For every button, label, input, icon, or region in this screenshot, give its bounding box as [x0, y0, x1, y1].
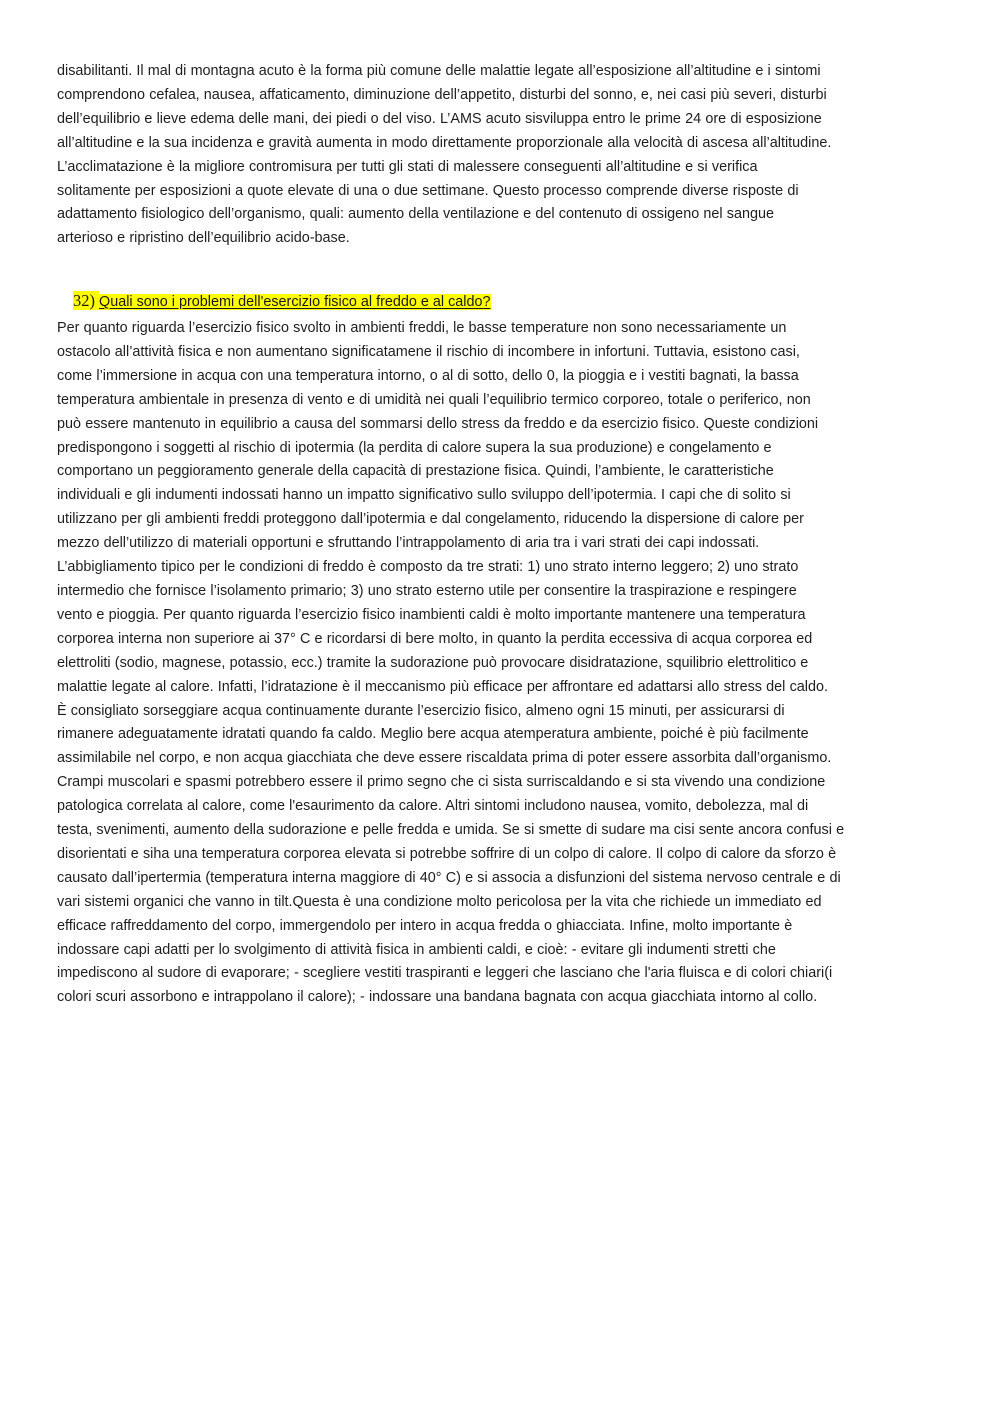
answer-line: predispongono i soggetti al rischio di ipotermia (la perdita di calore supera la sua produzione) e congelamento e	[57, 439, 772, 456]
answer-line: colori scuri assorbono e intrappolano il calore); - indossare una bandana bagnata con acqua giacchiata intorno al collo.	[57, 989, 818, 1006]
intro-line: arterioso e ripristino dell’equilibrio acido-base.	[57, 230, 350, 247]
answer-line: disorientati e siha una temperatura corporea elevata si potrebbe soffrire di un colpo di calore. Il colpo di calore da sforzo è	[57, 845, 837, 862]
question-title: Quali sono i problemi dell'esercizio fisico al freddo e al caldo?	[99, 294, 491, 310]
answer-line: vari sistemi organici che vanno in tilt.Questa è una condizione molto pericolosa per la vita che richiede un immediato ed	[57, 893, 822, 910]
answer-line: L’abbigliamento tipico per le condizioni di freddo è composto da tre strati: 1) uno strato interno leggero; 2) uno strato	[57, 559, 799, 576]
answer-line: rimanere adeguatamente idratati quando fa caldo. Meglio bere acqua atemperatura ambiente, poiché è più facilmente	[57, 726, 809, 743]
answer-line: malattie legate al calore. Infatti, l’idratazione è il meccanismo più efficace per affrontare ed adattarsi allo stress del caldo.	[57, 678, 828, 695]
answer-line: efficace raffreddamento del corpo, immergendolo per intero in acqua fredda o ghiacciata. Infine, molto importante è	[57, 917, 793, 934]
answer-line: impediscono al sudore di evaporare; - scegliere vestiti traspiranti e leggeri che lasciano che l'aria fluisca e di colori chiari(i	[57, 965, 833, 982]
answer-line: intermedio che fornisce l’isolamento primario; 3) uno strato esterno utile per consentire la traspirazione e respingere	[57, 582, 797, 599]
answer-line: causato dall’ipertermia (temperatura interna maggiore di 40° C) e si associa a disfunzioni del sistema nervoso centrale e di	[57, 869, 841, 886]
question-heading	[73, 289, 491, 313]
intro-line: comprendono cefalea, nausea, affaticamento, diminuzione dell’appetito, disturbi del sonno, e, nei casi più severi, disturbi	[57, 86, 827, 103]
answer-line: vento e pioggia. Per quanto riguarda l’esercizio fisico inambienti caldi è molto importante mantenere una temperatura	[57, 606, 806, 623]
intro-line: L’acclimatazione è la migliore contromisura per tutti gli stati di malessere conseguenti all’altitudine e si verifica	[57, 158, 758, 175]
intro-line: solitamente per esposizioni a quote elevate di una o due settimane. Questo processo comprende diverse risposte di	[57, 182, 799, 199]
intro-line: all’altitudine e la sua incidenza e gravità aumenta in modo direttamente proporzionale alla velocità di ascesa all’altitudine.	[57, 134, 832, 151]
answer-paragraph	[57, 317, 902, 1010]
answer-line: temperatura ambientale in presenza di vento e di umidità nei quali l’equilibrio termico corporeo, totale o periferico, non	[57, 391, 811, 408]
answer-line: elettroliti (sodio, magnese, potassio, ecc.) tramite la sudorazione può provocare disidratazione, squilibrio elettrolitico e	[57, 654, 809, 671]
answer-line: assimilabile nel corpo, e non acqua giacchiata che deve essere riscaldata prima di poter essere assorbita dall’organismo.	[57, 750, 832, 767]
answer-line: come l’immersione in acqua con una temperatura intorno, o al di sotto, dello 0, la pioggia e i vestiti bagnati, la bassa	[57, 367, 799, 384]
intro-line: dell’equilibrio e lieve edema delle mani, dei piedi o del viso. L’AMS acuto sisviluppa entro le prime 24 ore di esposizione	[57, 110, 822, 127]
answer-line: utilizzano per gli ambienti freddi proteggono dall’ipotermia e dal congelamento, riducendo la dispersione di calore per	[57, 511, 804, 528]
answer-line: patologica correlata al calore, come l'esaurimento da calore. Altri sintomi includono nausea, vomito, debolezza, mal di	[57, 798, 809, 815]
intro-line: adattamento fisiologico dell’organismo, quali: aumento della ventilazione e del contenuto di ossigeno nel sangue	[57, 206, 775, 223]
answer-line: ostacolo all’attività fisica e non aumentano significatamene il rischio di incombere in infortuni. Tuttavia, esistono casi,	[57, 343, 800, 360]
answer-line: può essere mantenuto in equilibrio a causa del sommarsi dello stress da freddo e da esercizio fisico. Queste condizioni	[57, 415, 819, 432]
answer-line: indossare capi adatti per lo svolgimento di attività fisica in ambienti caldi, e cioè: - evitare gli indumenti stretti che	[57, 941, 776, 958]
answer-line: comportano un peggioramento generale della capacità di prestazione fisica. Quindi, l’ambiente, le caratteristiche	[57, 463, 774, 480]
answer-line: corporea interna non superiore ai 37° C e ricordarsi di bere molto, in quanto la perdita eccessiva di acqua corporea ed	[57, 630, 813, 647]
answer-line: È consigliato sorseggiare acqua continuamente durante l’esercizio fisico, almeno ogni 15 minuti, per assicurarsi di	[57, 702, 785, 719]
answer-line: individuali e gli indumenti indossati hanno un impatto significativo sullo sviluppo dell’ipotermia. I capi che di solito si	[57, 487, 791, 504]
intro-paragraph	[57, 60, 902, 251]
answer-line: testa, svenimenti, aumento della sudorazione e pelle fredda e umida. Se si smette di sudare ma cisi sente ancora confusi e	[57, 822, 845, 839]
question-number: 32)	[73, 291, 99, 310]
answer-line: Crampi muscolari e spasmi potrebbero essere il primo segno che ci sista surriscaldando e si sta vivendo una condizione	[57, 774, 826, 791]
intro-line: disabilitanti. Il mal di montagna acuto è la forma più comune delle malattie legate all’esposizione all’altitudine e i sintomi	[57, 63, 821, 79]
answer-line: Per quanto riguarda l’esercizio fisico svolto in ambienti freddi, le basse temperature non sono necessariamente un	[57, 320, 787, 336]
answer-line: mezzo dell’utilizzo di materiali opportuni e sfruttando l’intrappolamento di aria tra i vari strati dei capi indossati.	[57, 535, 760, 552]
